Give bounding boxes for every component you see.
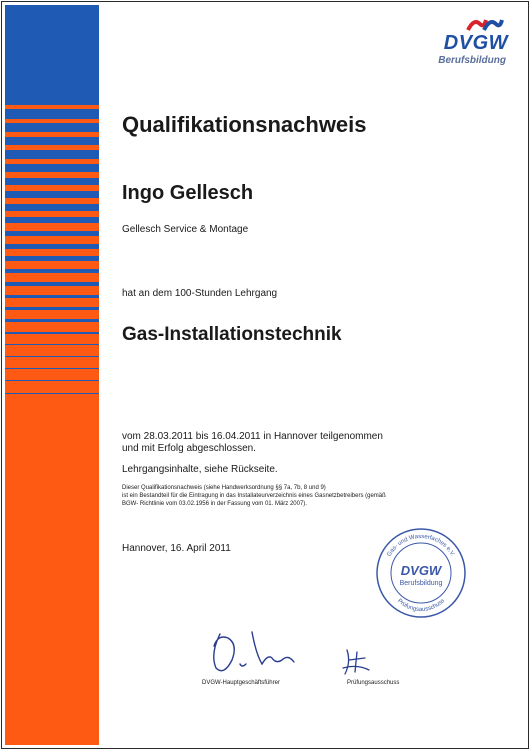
band-stripe [5,368,99,369]
logo-subtitle: Berufsbildung [438,55,506,66]
official-stamp [374,526,468,620]
band-stripe [5,269,99,273]
holder-name: Ingo Gellesch [122,182,254,204]
band-stripe [5,191,99,198]
band-stripe [5,295,99,298]
band-stripe [5,356,99,357]
band-stripe [5,393,99,394]
band-stripe [5,282,99,286]
signature-right [337,646,377,678]
signature-left [202,624,302,676]
stamp-ring-text: Gas- und Wasserfaches e.V. [386,533,456,558]
band-stripe [5,332,99,334]
legal-note [122,484,452,508]
company-name: Gellesch Service & Montage [122,224,249,235]
logo-waves-icon [464,14,504,34]
band-stripe [5,150,99,158]
logo-name: DVGW [443,32,508,54]
legal-line-1: Dieser Qualifikationsnachweis (siehe Handwerksordnung §§ 7a, 7b, 8 und 9) [122,485,326,491]
legal-line-3: BGW- Richtlinie vom 03.02.1956 in der Fassung vom 01. März 2007). [122,501,307,507]
band-stripe [5,123,99,132]
band-stripe [5,164,99,172]
band-stripe [5,256,99,261]
period-line-1: vom 28.03.2011 bis 16.04.2011 in Hannover teilgenommen [122,431,383,442]
band-blue-block [5,5,99,95]
stamp-ring-text-bottom: Prüfungsausschuss [396,598,446,614]
band-stripe [5,137,99,146]
band-stripe [5,95,99,105]
period-text [122,431,383,455]
legal-line-2: ist ein Bestandteil für die Eintragung in das Installateurverzeichnis eines Gasnetzbetreibers (gemäß [122,493,386,499]
contents-note: Lehrgangsinhalte, siehe Rückseite. [122,464,278,475]
band-stripe [5,307,99,310]
intro-text: hat an dem 100-Stunden Lehrgang [122,288,278,299]
decorative-side-band [5,5,99,745]
band-stripe [5,217,99,223]
dvgw-logo [424,14,514,70]
signature-label-left: DVGW-Hauptgeschäftsführer [202,680,280,686]
band-stripe [5,319,99,321]
course-title: Gas-Installationstechnik [122,324,342,345]
band-stripe [5,244,99,249]
band-stripes [5,95,99,395]
band-stripe [5,204,99,210]
svg-text:Prüfungsausschuss [396,598,446,613]
period-line-2: und mit Erfolg abgeschlossen. [122,443,256,454]
certificate-page [1,1,529,749]
band-stripe [5,344,99,345]
place-date: Hannover, 16. April 2011 [122,543,231,554]
band-stripe [5,231,99,237]
signature-label-right: Prüfungsausschuss [347,680,400,686]
stamp-center-name: DVGW [400,563,442,578]
band-stripe [5,380,99,381]
band-stripe [5,109,99,119]
stamp-center-sub: Berufsbildung [399,580,443,587]
document-title: Qualifikationsnachweis [122,112,367,137]
band-stripe [5,178,99,185]
